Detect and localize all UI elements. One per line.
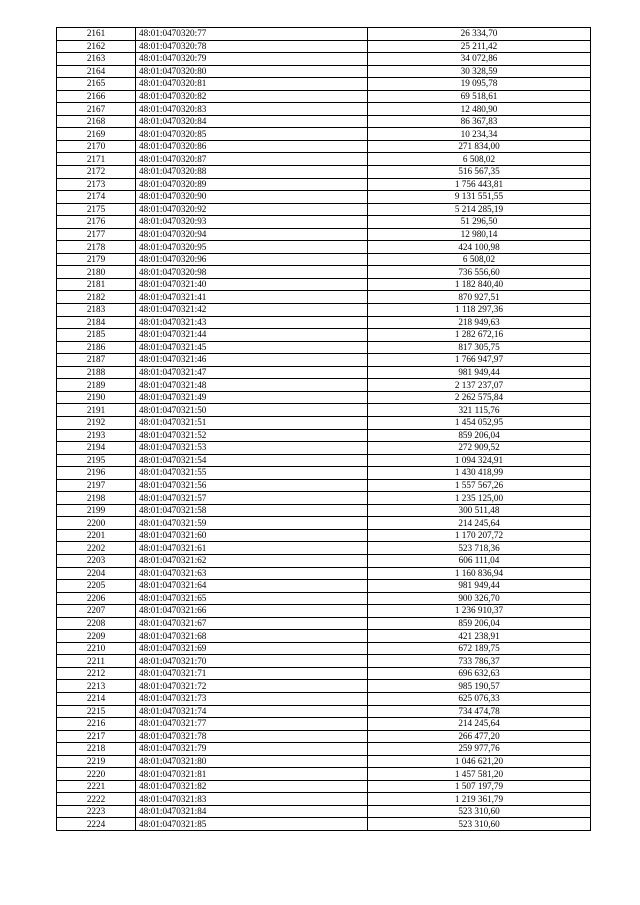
row-number: 2165 (57, 78, 136, 91)
table-row (57, 128, 591, 141)
cadastral-value: 1 046 621,20 (368, 755, 591, 768)
table-row (57, 504, 591, 517)
cadastral-number: 48:01:0470321:42 (136, 304, 368, 317)
cadastral-value: 25 211,42 (368, 40, 591, 53)
cadastral-number: 48:01:0470321:54 (136, 454, 368, 467)
cadastral-value: 1 170 207,72 (368, 529, 591, 542)
cadastral-value: 51 296,50 (368, 216, 591, 229)
cadastral-number: 48:01:0470321:44 (136, 329, 368, 342)
cadastral-number: 48:01:0470320:85 (136, 128, 368, 141)
cadastral-number: 48:01:0470321:64 (136, 580, 368, 593)
table-row (57, 404, 591, 417)
row-number: 2191 (57, 404, 136, 417)
cadastral-value: 214 245,64 (368, 517, 591, 530)
cadastral-value: 6 508,02 (368, 253, 591, 266)
table-row (57, 605, 591, 618)
table-row (57, 266, 591, 279)
row-number: 2197 (57, 479, 136, 492)
cadastral-number: 48:01:0470321:67 (136, 617, 368, 630)
table-row (57, 354, 591, 367)
cadastral-number: 48:01:0470320:78 (136, 40, 368, 53)
row-number: 2161 (57, 28, 136, 41)
table-row (57, 241, 591, 254)
row-number: 2222 (57, 793, 136, 806)
cadastral-value-table (56, 27, 591, 831)
cadastral-value: 736 556,60 (368, 266, 591, 279)
table-row (57, 429, 591, 442)
table-row (57, 479, 591, 492)
cadastral-value: 272 909,52 (368, 442, 591, 455)
cadastral-number: 48:01:0470321:43 (136, 316, 368, 329)
cadastral-number: 48:01:0470321:61 (136, 542, 368, 555)
row-number: 2192 (57, 416, 136, 429)
table-row (57, 191, 591, 204)
table-row (57, 65, 591, 78)
cadastral-number: 48:01:0470320:80 (136, 65, 368, 78)
table-row (57, 655, 591, 668)
cadastral-number: 48:01:0470321:68 (136, 630, 368, 643)
cadastral-value: 900 326,70 (368, 592, 591, 605)
cadastral-value: 625 076,33 (368, 692, 591, 705)
cadastral-number: 48:01:0470320:94 (136, 228, 368, 241)
table-row (57, 28, 591, 41)
table-row (57, 630, 591, 643)
row-number: 2221 (57, 780, 136, 793)
row-number: 2212 (57, 667, 136, 680)
row-number: 2195 (57, 454, 136, 467)
cadastral-value: 733 786,37 (368, 655, 591, 668)
cadastral-number: 48:01:0470320:79 (136, 53, 368, 66)
table-row (57, 140, 591, 153)
table-row (57, 805, 591, 818)
cadastral-value: 1 454 052,95 (368, 416, 591, 429)
table-row (57, 743, 591, 756)
row-number: 2209 (57, 630, 136, 643)
row-number: 2176 (57, 216, 136, 229)
row-number: 2202 (57, 542, 136, 555)
cadastral-number: 48:01:0470321:50 (136, 404, 368, 417)
row-number: 2168 (57, 115, 136, 128)
row-number: 2206 (57, 592, 136, 605)
row-number: 2173 (57, 178, 136, 191)
cadastral-value: 606 111,04 (368, 554, 591, 567)
cadastral-value: 218 949,63 (368, 316, 591, 329)
table-row (57, 291, 591, 304)
cadastral-value: 696 632,63 (368, 667, 591, 680)
cadastral-value: 859 206,04 (368, 429, 591, 442)
cadastral-value: 271 834,00 (368, 140, 591, 153)
cadastral-value: 1 236 910,37 (368, 605, 591, 618)
table-row (57, 341, 591, 354)
cadastral-value: 1 430 418,99 (368, 467, 591, 480)
table-row (57, 492, 591, 505)
cadastral-number: 48:01:0470321:74 (136, 705, 368, 718)
cadastral-number: 48:01:0470320:92 (136, 203, 368, 216)
cadastral-number: 48:01:0470320:83 (136, 103, 368, 116)
row-number: 2223 (57, 805, 136, 818)
cadastral-value: 26 334,70 (368, 28, 591, 41)
row-number: 2217 (57, 730, 136, 743)
cadastral-value: 1 507 197,79 (368, 780, 591, 793)
table-row (57, 554, 591, 567)
cadastral-value: 10 234,34 (368, 128, 591, 141)
cadastral-number: 48:01:0470321:46 (136, 354, 368, 367)
cadastral-value: 1 094 324,91 (368, 454, 591, 467)
cadastral-number: 48:01:0470321:45 (136, 341, 368, 354)
cadastral-value: 69 518,61 (368, 90, 591, 103)
row-number: 2184 (57, 316, 136, 329)
cadastral-number: 48:01:0470321:78 (136, 730, 368, 743)
cadastral-value: 6 508,02 (368, 153, 591, 166)
cadastral-value: 9 131 551,55 (368, 191, 591, 204)
cadastral-value: 2 262 575,84 (368, 391, 591, 404)
table-row (57, 329, 591, 342)
row-number: 2193 (57, 429, 136, 442)
row-number: 2216 (57, 718, 136, 731)
row-number: 2213 (57, 680, 136, 693)
table-row (57, 178, 591, 191)
cadastral-value: 259 977,76 (368, 743, 591, 756)
table-row (57, 379, 591, 392)
table-row (57, 755, 591, 768)
table-row (57, 793, 591, 806)
cadastral-value: 516 567,35 (368, 166, 591, 179)
table-body (57, 28, 591, 831)
table-row (57, 166, 591, 179)
cadastral-number: 48:01:0470321:69 (136, 642, 368, 655)
cadastral-value: 1 756 443,81 (368, 178, 591, 191)
row-number: 2163 (57, 53, 136, 66)
cadastral-value: 1 219 361,79 (368, 793, 591, 806)
cadastral-value: 981 949,44 (368, 580, 591, 593)
table-row (57, 442, 591, 455)
row-number: 2200 (57, 517, 136, 530)
cadastral-number: 48:01:0470321:53 (136, 442, 368, 455)
row-number: 2203 (57, 554, 136, 567)
cadastral-number: 48:01:0470321:49 (136, 391, 368, 404)
cadastral-value: 523 310,60 (368, 818, 591, 831)
cadastral-number: 48:01:0470321:73 (136, 692, 368, 705)
cadastral-number: 48:01:0470321:55 (136, 467, 368, 480)
cadastral-value: 19 095,78 (368, 78, 591, 91)
cadastral-number: 48:01:0470321:77 (136, 718, 368, 731)
table-row (57, 680, 591, 693)
cadastral-value: 1 766 947,97 (368, 354, 591, 367)
row-number: 2187 (57, 354, 136, 367)
table-row (57, 718, 591, 731)
row-number: 2166 (57, 90, 136, 103)
table-row (57, 667, 591, 680)
cadastral-value: 523 718,36 (368, 542, 591, 555)
cadastral-value: 523 310,60 (368, 805, 591, 818)
cadastral-number: 48:01:0470321:40 (136, 278, 368, 291)
cadastral-number: 48:01:0470321:71 (136, 667, 368, 680)
table-row (57, 730, 591, 743)
cadastral-number: 48:01:0470320:98 (136, 266, 368, 279)
cadastral-value: 30 328,59 (368, 65, 591, 78)
table-row (57, 416, 591, 429)
table-row (57, 78, 591, 91)
cadastral-number: 48:01:0470320:89 (136, 178, 368, 191)
cadastral-number: 48:01:0470321:83 (136, 793, 368, 806)
cadastral-number: 48:01:0470321:82 (136, 780, 368, 793)
table-row (57, 115, 591, 128)
cadastral-number: 48:01:0470320:84 (136, 115, 368, 128)
cadastral-value: 12 480,90 (368, 103, 591, 116)
cadastral-number: 48:01:0470321:60 (136, 529, 368, 542)
table-row (57, 40, 591, 53)
row-number: 2174 (57, 191, 136, 204)
cadastral-number: 48:01:0470320:82 (136, 90, 368, 103)
table-row (57, 592, 591, 605)
row-number: 2215 (57, 705, 136, 718)
row-number: 2183 (57, 304, 136, 317)
table-row (57, 692, 591, 705)
cadastral-number: 48:01:0470320:96 (136, 253, 368, 266)
row-number: 2199 (57, 504, 136, 517)
table-row (57, 642, 591, 655)
row-number: 2169 (57, 128, 136, 141)
row-number: 2162 (57, 40, 136, 53)
row-number: 2182 (57, 291, 136, 304)
table-row (57, 253, 591, 266)
cadastral-number: 48:01:0470321:59 (136, 517, 368, 530)
cadastral-value: 1 160 836,94 (368, 567, 591, 580)
cadastral-number: 48:01:0470320:77 (136, 28, 368, 41)
row-number: 2211 (57, 655, 136, 668)
cadastral-number: 48:01:0470321:72 (136, 680, 368, 693)
cadastral-value: 266 477,20 (368, 730, 591, 743)
row-number: 2178 (57, 241, 136, 254)
table-row (57, 366, 591, 379)
cadastral-number: 48:01:0470320:87 (136, 153, 368, 166)
cadastral-number: 48:01:0470320:95 (136, 241, 368, 254)
row-number: 2175 (57, 203, 136, 216)
row-number: 2196 (57, 467, 136, 480)
table-row (57, 580, 591, 593)
cadastral-number: 48:01:0470321:51 (136, 416, 368, 429)
cadastral-number: 48:01:0470321:41 (136, 291, 368, 304)
cadastral-number: 48:01:0470321:79 (136, 743, 368, 756)
cadastral-number: 48:01:0470321:65 (136, 592, 368, 605)
row-number: 2179 (57, 253, 136, 266)
table-row (57, 304, 591, 317)
cadastral-value: 1 118 297,36 (368, 304, 591, 317)
row-number: 2198 (57, 492, 136, 505)
cadastral-value: 424 100,98 (368, 241, 591, 254)
cadastral-number: 48:01:0470320:93 (136, 216, 368, 229)
cadastral-number: 48:01:0470321:80 (136, 755, 368, 768)
cadastral-number: 48:01:0470321:85 (136, 818, 368, 831)
row-number: 2208 (57, 617, 136, 630)
cadastral-number: 48:01:0470321:52 (136, 429, 368, 442)
cadastral-value: 1 282 672,16 (368, 329, 591, 342)
cadastral-value: 734 474,78 (368, 705, 591, 718)
cadastral-value: 2 137 237,07 (368, 379, 591, 392)
cadastral-number: 48:01:0470321:66 (136, 605, 368, 618)
table-row (57, 316, 591, 329)
row-number: 2164 (57, 65, 136, 78)
cadastral-value: 870 927,51 (368, 291, 591, 304)
cadastral-number: 48:01:0470321:84 (136, 805, 368, 818)
cadastral-value: 672 189,75 (368, 642, 591, 655)
cadastral-value: 985 190,57 (368, 680, 591, 693)
table-row (57, 454, 591, 467)
table-row (57, 203, 591, 216)
row-number: 2218 (57, 743, 136, 756)
row-number: 2220 (57, 768, 136, 781)
cadastral-number: 48:01:0470321:63 (136, 567, 368, 580)
cadastral-number: 48:01:0470320:81 (136, 78, 368, 91)
table-row (57, 517, 591, 530)
row-number: 2201 (57, 529, 136, 542)
cadastral-number: 48:01:0470321:48 (136, 379, 368, 392)
table-row (57, 153, 591, 166)
cadastral-value: 1 457 581,20 (368, 768, 591, 781)
row-number: 2185 (57, 329, 136, 342)
row-number: 2186 (57, 341, 136, 354)
cadastral-value: 34 072,86 (368, 53, 591, 66)
row-number: 2214 (57, 692, 136, 705)
table-row (57, 529, 591, 542)
cadastral-value: 5 214 285,19 (368, 203, 591, 216)
table-row (57, 705, 591, 718)
row-number: 2189 (57, 379, 136, 392)
table-row (57, 391, 591, 404)
cadastral-value: 321 115,76 (368, 404, 591, 417)
row-number: 2204 (57, 567, 136, 580)
row-number: 2171 (57, 153, 136, 166)
cadastral-value: 1 182 840,40 (368, 278, 591, 291)
cadastral-value: 300 511,48 (368, 504, 591, 517)
cadastral-number: 48:01:0470320:90 (136, 191, 368, 204)
cadastral-number: 48:01:0470321:57 (136, 492, 368, 505)
table-row (57, 228, 591, 241)
cadastral-number: 48:01:0470321:81 (136, 768, 368, 781)
table-row (57, 780, 591, 793)
cadastral-value: 1 235 125,00 (368, 492, 591, 505)
cadastral-value: 1 557 567,26 (368, 479, 591, 492)
cadastral-value: 86 367,83 (368, 115, 591, 128)
row-number: 2172 (57, 166, 136, 179)
row-number: 2190 (57, 391, 136, 404)
row-number: 2207 (57, 605, 136, 618)
cadastral-value: 12 980,14 (368, 228, 591, 241)
cadastral-value: 214 245,64 (368, 718, 591, 731)
table-row (57, 103, 591, 116)
cadastral-value: 421 238,91 (368, 630, 591, 643)
row-number: 2180 (57, 266, 136, 279)
row-number: 2177 (57, 228, 136, 241)
row-number: 2219 (57, 755, 136, 768)
table-row (57, 90, 591, 103)
row-number: 2205 (57, 580, 136, 593)
row-number: 2188 (57, 366, 136, 379)
table-row (57, 467, 591, 480)
table-row (57, 768, 591, 781)
row-number: 2224 (57, 818, 136, 831)
cadastral-number: 48:01:0470320:86 (136, 140, 368, 153)
row-number: 2181 (57, 278, 136, 291)
cadastral-value: 817 305,75 (368, 341, 591, 354)
cadastral-value: 859 206,04 (368, 617, 591, 630)
cadastral-number: 48:01:0470321:47 (136, 366, 368, 379)
row-number: 2194 (57, 442, 136, 455)
table-row (57, 53, 591, 66)
table-row (57, 542, 591, 555)
table-row (57, 216, 591, 229)
cadastral-number: 48:01:0470321:58 (136, 504, 368, 517)
table-row (57, 567, 591, 580)
table-row (57, 278, 591, 291)
row-number: 2210 (57, 642, 136, 655)
cadastral-number: 48:01:0470320:88 (136, 166, 368, 179)
cadastral-number: 48:01:0470321:70 (136, 655, 368, 668)
cadastral-number: 48:01:0470321:56 (136, 479, 368, 492)
table-row (57, 617, 591, 630)
cadastral-value: 981 949,44 (368, 366, 591, 379)
row-number: 2170 (57, 140, 136, 153)
table-row (57, 818, 591, 831)
row-number: 2167 (57, 103, 136, 116)
cadastral-number: 48:01:0470321:62 (136, 554, 368, 567)
